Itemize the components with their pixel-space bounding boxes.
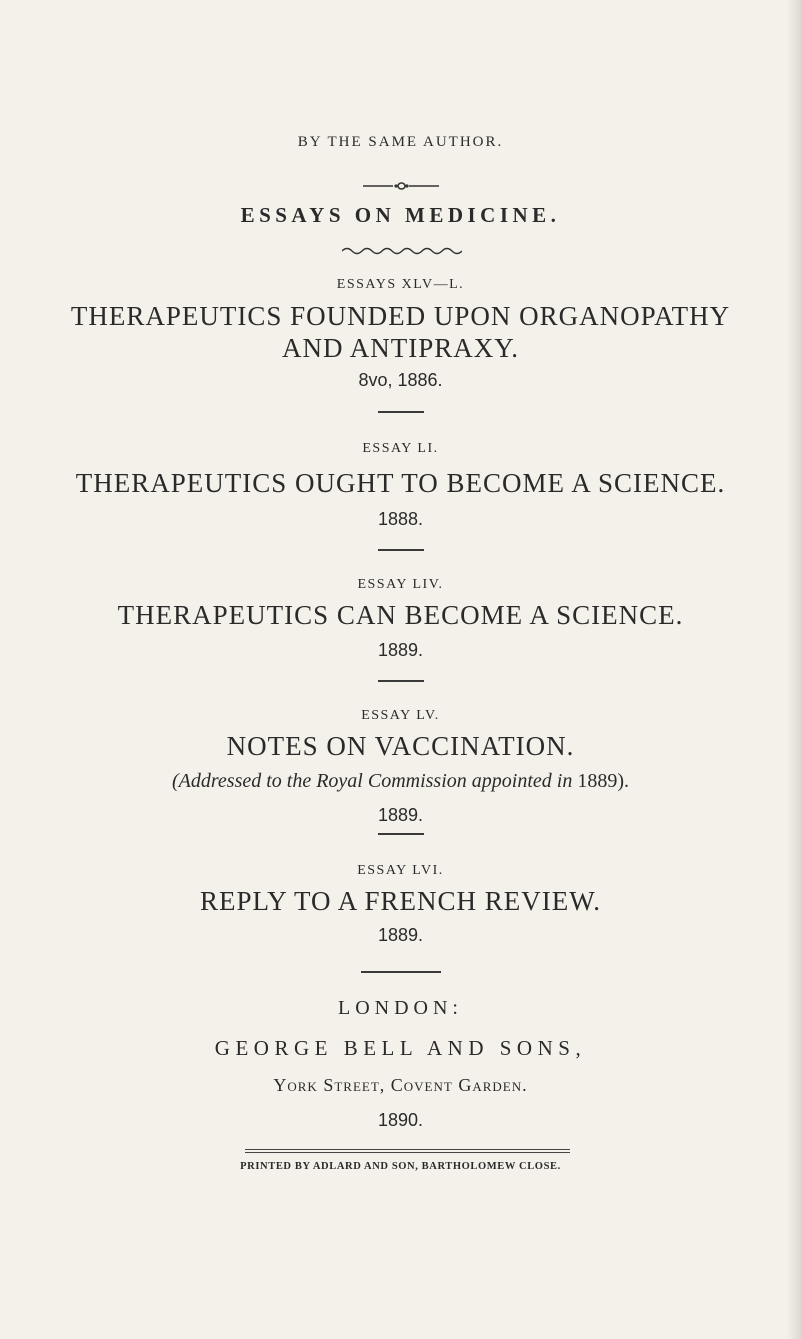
section-divider bbox=[378, 549, 424, 551]
imprint-divider bbox=[361, 971, 441, 973]
essay-title: THERAPEUTICS FOUNDED UPON ORGANOPATHY bbox=[70, 301, 731, 331]
subtitle-suffix: ). bbox=[617, 770, 629, 792]
essay-title: REPLY TO A FRENCH REVIEW. bbox=[199, 886, 602, 916]
printer-line: PRINTED BY ADLARD AND SON, BARTHOLOMEW CLOSE. bbox=[240, 1161, 561, 1172]
section-divider bbox=[378, 833, 424, 835]
imprint-publisher: GEORGE BELL AND SONS, bbox=[214, 1036, 587, 1060]
section-divider bbox=[378, 411, 424, 413]
wavy-rule-icon bbox=[342, 246, 462, 256]
ornament-divider-icon bbox=[363, 180, 439, 192]
essay-label: ESSAYS XLV—L. bbox=[336, 277, 465, 292]
essay-label: ESSAY LV. bbox=[361, 708, 440, 723]
section-divider bbox=[378, 680, 424, 682]
essay-title-continued: AND ANTIPRAXY. bbox=[281, 333, 520, 363]
essay-title: THERAPEUTICS OUGHT TO BECOME A SCIENCE. bbox=[75, 468, 726, 498]
page-edge-shadow bbox=[787, 0, 801, 1339]
subtitle-year: 1889 bbox=[577, 770, 618, 792]
essay-details: 1889. bbox=[377, 640, 424, 660]
imprint-address: York Street, Covent Garden. bbox=[273, 1075, 528, 1095]
essay-details: 1889. bbox=[377, 925, 424, 945]
essay-details: 1889. bbox=[377, 805, 424, 825]
essay-label: ESSAY LI. bbox=[362, 441, 439, 456]
essay-label: ESSAY LVI. bbox=[357, 863, 444, 878]
imprint-city: LONDON: bbox=[338, 997, 463, 1019]
essay-title: THERAPEUTICS CAN BECOME A SCIENCE. bbox=[117, 600, 684, 630]
essay-details: 8vo, 1886. bbox=[358, 370, 443, 390]
by-same-author-line: BY THE SAME AUTHOR. bbox=[297, 134, 504, 150]
printer-rule-bottom bbox=[245, 1152, 570, 1153]
printer-rule-top bbox=[245, 1149, 570, 1150]
essay-details: 1888. bbox=[377, 509, 424, 529]
essay-subtitle bbox=[0, 770, 801, 793]
essay-title: NOTES ON VACCINATION. bbox=[226, 731, 575, 761]
imprint-year: 1890. bbox=[377, 1110, 424, 1130]
essay-label: ESSAY LIV. bbox=[357, 577, 444, 592]
subtitle-prefix: (Addressed to the Royal Commission appointed in bbox=[171, 770, 578, 792]
series-title: ESSAYS ON MEDICINE. bbox=[240, 203, 561, 227]
